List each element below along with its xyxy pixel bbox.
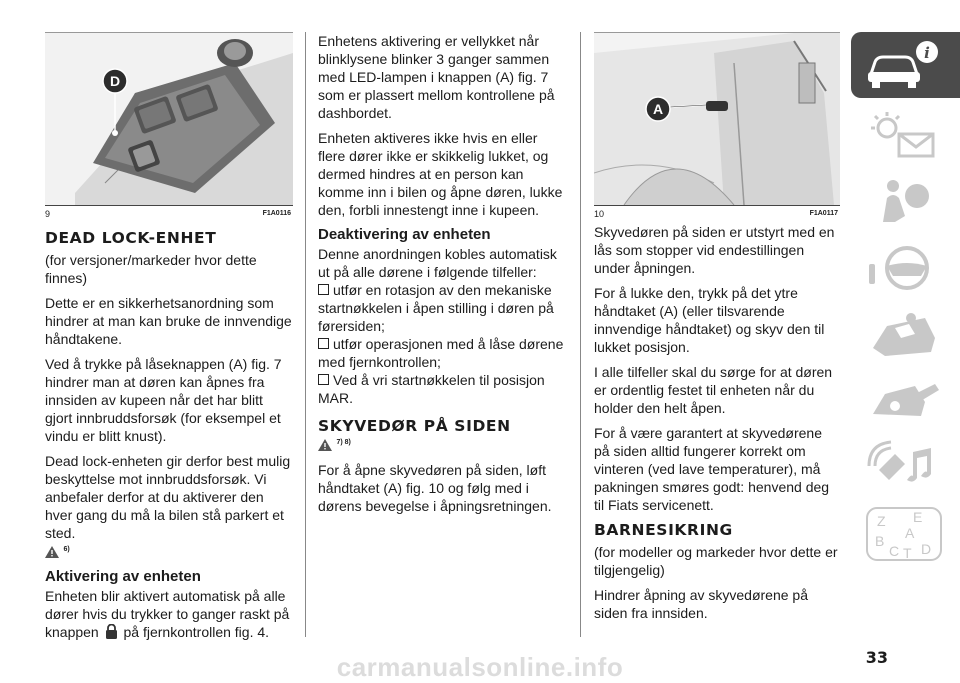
paragraph: Enhetens aktivering er vellykket når blinklysene blinker 3 ganger sammen med LED-lampen i knappen (A) fig. 7 som er plassert mellom kontrollene på dashbordet. bbox=[318, 33, 555, 121]
column-divider bbox=[580, 32, 581, 637]
figure-9-caption bbox=[45, 205, 293, 223]
checkbox-bullet-icon bbox=[318, 284, 329, 295]
heading-activation: Aktivering av enheten bbox=[45, 568, 201, 585]
paragraph: (for modeller og markeder hvor dette er tilgjengelig) bbox=[594, 544, 838, 578]
chapter-tabs bbox=[851, 32, 960, 566]
paragraph: Denne anordningen kobles automatisk ut på alle dørene i følgende tilfeller: bbox=[318, 246, 557, 280]
tab-car-info[interactable] bbox=[851, 32, 960, 98]
right-column bbox=[594, 32, 840, 629]
maintenance-icon bbox=[865, 374, 945, 424]
warning-triangle-icon bbox=[318, 439, 332, 451]
paragraph: For å lukke den, trykk på det ytre håndtaket (A) (eller tilsvarende innvendige håndtaket) og skyv den til lukket posisjon. bbox=[594, 285, 825, 355]
heading-sliding-door: SKYVEDØR PÅ SIDEN bbox=[318, 417, 511, 435]
index-letter: T bbox=[903, 545, 912, 561]
index-letter: E bbox=[913, 509, 923, 525]
paragraph: Dette er en sikkerhetsanordning som hindrer at man kan bruke de innvendige håndtakene. bbox=[45, 295, 292, 347]
paragraph: Enheten aktiveres ikke hvis en eller flere dører ikke er skikkelig lukket, og dermed hindres at en person kan komme inn i bilen og åpne døren, lukke den, forbli innestengt inne i kupeen. bbox=[318, 130, 563, 218]
figure-10-number: 10 bbox=[594, 209, 605, 219]
column-divider bbox=[305, 32, 306, 637]
paragraph: Skyvedøren på siden er utstyrt med en lås som stopper vid endestillingen under åpningen. bbox=[594, 224, 835, 276]
paragraph: For å være garantert at skyvedørene på siden alltid fungerer korrekt om vinteren (ved lave temperaturer), må pakningen smøres godt: henvend deg til Fiats servicenett. bbox=[594, 425, 830, 513]
figure-9-window-switch-panel bbox=[45, 32, 293, 205]
list-item-text: utfør en rotasjon av den mekaniske startnøkkelen i åpen stilling i døren på førersiden; bbox=[318, 282, 554, 334]
paragraph: I alle tilfeller skal du sørge for at døren er ordentlig festet til enheten når du holder den helt åpen. bbox=[594, 364, 833, 416]
paragraph: Hindrer åpning av skyvedørene på siden fra innsiden. bbox=[594, 587, 809, 621]
paragraph: Dead lock-enheten gir derfor best mulig beskyttelse mot innbruddsforsøk. Vi anbefaler derfor at du aktiverer den hver gang du må la bilen stå parkert et sted. bbox=[45, 453, 291, 541]
warning-triangle-icon bbox=[45, 546, 59, 558]
tab-emergency[interactable] bbox=[851, 302, 960, 362]
heading-dead-lock: DEAD LOCK-ENHET bbox=[45, 229, 217, 247]
index-letter: A bbox=[905, 525, 915, 541]
index-icon bbox=[865, 506, 945, 562]
list-item bbox=[318, 335, 566, 371]
padlock-icon bbox=[105, 624, 118, 639]
warning-ref-text: 6) bbox=[63, 546, 70, 553]
steering-wheel-icon bbox=[865, 242, 945, 292]
list-item bbox=[318, 371, 566, 407]
car-info-icon bbox=[865, 38, 945, 92]
page-number: 33 bbox=[865, 648, 888, 667]
list-item-text: Ved å vri startnøkkelen til posisjon MAR. bbox=[318, 372, 545, 406]
index-letter: Z bbox=[877, 513, 886, 529]
tab-index[interactable] bbox=[851, 500, 960, 560]
checkbox-bullet-icon bbox=[318, 374, 329, 385]
index-letter: B bbox=[875, 533, 885, 549]
list-item bbox=[318, 281, 566, 335]
paragraph: For å åpne skyvedøren på siden, løft håndtaket (A) fig. 10 og følg med i dørens bevegelse i åpningsretningen. bbox=[318, 462, 552, 514]
tab-safety[interactable] bbox=[851, 170, 960, 230]
figure-9-number: 9 bbox=[45, 209, 51, 219]
multimedia-icon bbox=[865, 440, 945, 490]
tab-maintenance[interactable] bbox=[851, 368, 960, 428]
paragraph: (for versjoner/markeder hvor dette finnes) bbox=[45, 252, 257, 286]
index-letter: C bbox=[889, 543, 900, 559]
callout-a: A bbox=[652, 101, 664, 117]
paragraph-activation bbox=[45, 587, 293, 641]
figure-9-code: F1A0116 bbox=[262, 210, 291, 217]
tab-multimedia[interactable] bbox=[851, 434, 960, 494]
text-span: på fjernkontrollen fig. 4. bbox=[123, 624, 270, 640]
window-switch-illustration bbox=[45, 33, 293, 205]
middle-column bbox=[318, 32, 566, 522]
warning-ref-text: 7) 8) bbox=[336, 439, 351, 446]
index-letter: D bbox=[921, 541, 932, 557]
figure-10-code: F1A0117 bbox=[809, 210, 838, 217]
van-side-door-illustration bbox=[594, 33, 840, 205]
text-span: Enheten blir aktivert automatisk på alle dører hvis du trykker to ganger raskt på knappen bbox=[45, 588, 290, 640]
list-item-text: utfør operasjonen med å låse dørene med fjernkontrollen; bbox=[318, 336, 564, 370]
paragraph: Ved å trykke på låseknappen (A) fig. 7 hindrer man at døren kan åpnes fra innsiden av kupeen når det har blitt gjort innbruddsforsøk (for eksempel et vindu er blitt knust). bbox=[45, 356, 282, 444]
callout-d: D bbox=[109, 73, 121, 89]
warning-reference bbox=[45, 546, 293, 564]
left-column bbox=[45, 32, 293, 648]
svg-text:i: i bbox=[924, 44, 930, 62]
warning-reference bbox=[318, 439, 566, 457]
emergency-icon bbox=[865, 308, 945, 358]
tab-driving[interactable] bbox=[851, 236, 960, 296]
dashboard-lights-icon bbox=[865, 110, 945, 160]
tab-dashboard-lights[interactable] bbox=[851, 104, 960, 164]
heading-child-lock: BARNESIKRING bbox=[594, 521, 733, 539]
checkbox-bullet-icon bbox=[318, 338, 329, 349]
watermark: carmanualsonline.info bbox=[336, 652, 624, 682]
heading-deactivation: Deaktivering av enheten bbox=[318, 226, 491, 243]
safety-airbag-icon bbox=[865, 176, 945, 226]
figure-10-caption bbox=[594, 205, 840, 223]
figure-10-sliding-door bbox=[594, 32, 840, 205]
